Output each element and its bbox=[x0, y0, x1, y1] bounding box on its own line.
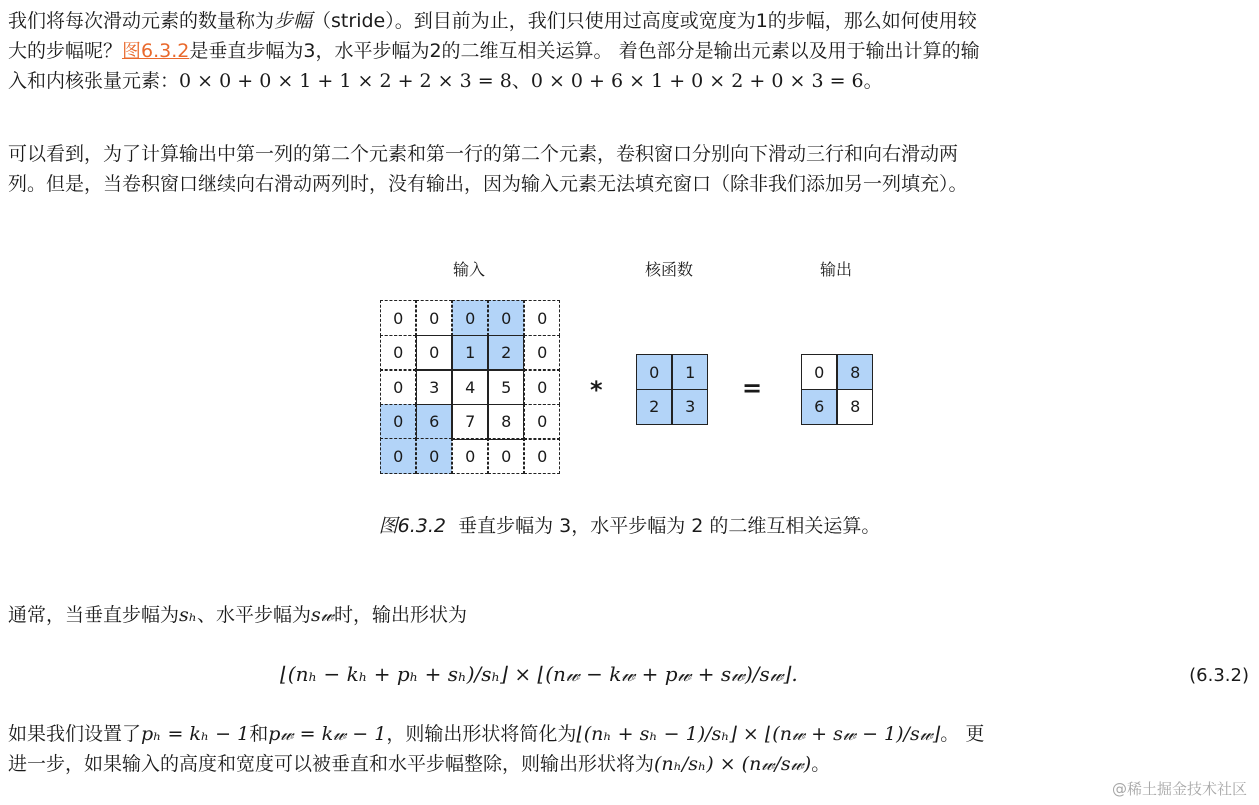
text: ，则输出形状将简化为 bbox=[386, 723, 577, 745]
period: 。 bbox=[863, 70, 883, 92]
math-ph: pₕ = kₕ − 1 bbox=[141, 723, 250, 745]
output-cell: 8 bbox=[837, 389, 873, 425]
input-cell: 4 bbox=[452, 369, 488, 405]
input-cell: 0 bbox=[416, 335, 452, 371]
output-cell: 0 bbox=[801, 354, 837, 390]
input-cell: 0 bbox=[524, 300, 560, 336]
term-stride: 步幅 bbox=[274, 10, 313, 32]
caption-text: 垂直步幅为 3，水平步幅为 2 的二维互相关运算。 bbox=[458, 515, 881, 537]
input-label: 输入 bbox=[453, 260, 486, 279]
figure-caption bbox=[0, 511, 1259, 538]
input-cell: 0 bbox=[524, 369, 560, 405]
text: 是垂直步幅为3，水平步幅为2的二维互相关运算。 着色部分是输出元素以及用于输出计算的输 bbox=[189, 40, 980, 62]
kernel-cell: 3 bbox=[672, 389, 708, 425]
text: 如果我们设置了 bbox=[8, 723, 142, 745]
math-sh: sₕ bbox=[179, 604, 197, 626]
input-cell: 1 bbox=[452, 335, 488, 371]
input-cell: 0 bbox=[452, 438, 488, 474]
watermark: @稀土掘金技术社区 bbox=[1111, 780, 1247, 798]
conv-operator: * bbox=[590, 376, 603, 404]
paragraph-stride-intro bbox=[8, 6, 1252, 96]
kernel-label: 核函数 bbox=[645, 260, 694, 279]
input-cell: 8 bbox=[488, 404, 524, 440]
input-cell: 0 bbox=[380, 300, 416, 336]
input-cell: 0 bbox=[524, 438, 560, 474]
text: 我们将每次滑动元素的数量称为 bbox=[8, 10, 275, 32]
input-cell: 0 bbox=[488, 300, 524, 336]
kernel-grid bbox=[637, 355, 709, 424]
kernel-cell: 0 bbox=[636, 354, 672, 390]
input-cell: 0 bbox=[380, 369, 416, 405]
input-cell: 0 bbox=[524, 335, 560, 371]
paragraph-output-shape bbox=[8, 600, 1252, 630]
text: 可以看到，为了计算输出中第一列的第二个元素和第一行的第二个元素，卷积窗口分别向下滑动三行和向右滑动两 bbox=[8, 143, 959, 165]
text: 、水平步幅为 bbox=[197, 604, 312, 626]
text: 。 更 bbox=[940, 723, 985, 745]
kernel-cell: 1 bbox=[672, 354, 708, 390]
text: 通常，当垂直步幅为 bbox=[8, 604, 180, 626]
input-cell: 0 bbox=[380, 438, 416, 474]
text: 进一步，如果输入的高度和宽度可以被垂直和水平步幅整除，则输出形状将为 bbox=[8, 753, 655, 775]
input-cell: 0 bbox=[488, 438, 524, 474]
text: 。 bbox=[811, 753, 831, 775]
math-sum-8: 0 × 0 + 0 × 1 + 1 × 2 + 2 × 3 = 8 bbox=[179, 70, 512, 92]
input-cell: 0 bbox=[416, 438, 452, 474]
text: 入和内核张量元素： bbox=[8, 70, 180, 92]
input-grid bbox=[381, 301, 561, 474]
input-cell: 0 bbox=[380, 404, 416, 440]
math-divisible: (nₕ/sₕ) × (n𝓌/s𝓌) bbox=[654, 753, 812, 775]
equals-operator: = bbox=[742, 374, 763, 402]
output-label: 输出 bbox=[820, 260, 853, 279]
figure-link[interactable]: 图6.3.2 bbox=[122, 40, 190, 62]
input-cell: 0 bbox=[452, 300, 488, 336]
text: 时，输出形状为 bbox=[333, 604, 467, 626]
equation-output-shape: ⌊(nₕ − kₕ + pₕ + sₕ)/sₕ⌋ × ⌊(n𝓌 − k𝓌 + p𝓌 + s𝓌)/s𝓌⌋. bbox=[280, 662, 798, 686]
output-cell: 8 bbox=[837, 354, 873, 390]
equation-number: (6.3.2) bbox=[1189, 665, 1249, 686]
input-cell: 6 bbox=[416, 404, 452, 440]
input-cell: 0 bbox=[524, 404, 560, 440]
input-cell: 0 bbox=[380, 335, 416, 371]
paragraph-window-sliding bbox=[8, 139, 1252, 199]
output-grid bbox=[802, 355, 874, 424]
input-cell: 2 bbox=[488, 335, 524, 371]
math-simplified: ⌊(nₕ + sₕ − 1)/sₕ⌋ × ⌊(n𝓌 + s𝓌 − 1)/s𝓌⌋ bbox=[576, 723, 941, 745]
paragraph-simplified-shape bbox=[8, 719, 1252, 779]
kernel-cell: 2 bbox=[636, 389, 672, 425]
math-sw: s𝓌 bbox=[311, 604, 334, 626]
text: 大的步幅呢？ bbox=[8, 40, 123, 62]
input-cell: 7 bbox=[452, 404, 488, 440]
input-cell: 0 bbox=[416, 300, 452, 336]
input-cell: 3 bbox=[416, 369, 452, 405]
text: 列。但是，当卷积窗口继续向右滑动两列时，没有输出，因为输入元素无法填充窗口（除非我们添加另一列填充）。 bbox=[8, 173, 968, 195]
output-cell: 6 bbox=[801, 389, 837, 425]
math-pw: p𝓌 = k𝓌 − 1 bbox=[268, 723, 387, 745]
input-cell: 5 bbox=[488, 369, 524, 405]
text: 和 bbox=[249, 723, 269, 745]
text: （stride）。到目前为止，我们只使用过高度或宽度为1的步幅，那么如何使用较 bbox=[312, 10, 977, 32]
math-sum-6: 0 × 0 + 6 × 1 + 0 × 2 + 0 × 3 = 6 bbox=[530, 70, 864, 92]
caption-number: 图6.3.2 bbox=[378, 515, 446, 537]
separator: 、 bbox=[511, 70, 531, 92]
